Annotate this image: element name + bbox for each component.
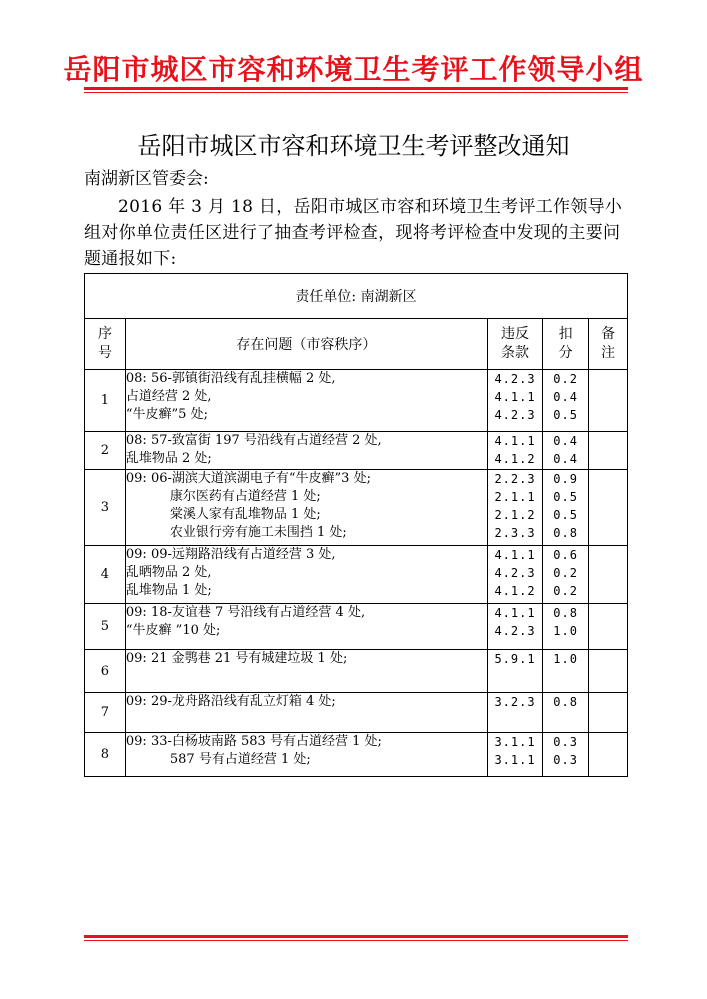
- deduct-point: 0.8: [553, 606, 578, 620]
- deduct-points: [543, 604, 589, 650]
- issue-description: [125, 546, 487, 604]
- issue-line: 乱堆物品 2 处;: [125, 451, 212, 466]
- deduct-point: 0.4: [553, 434, 578, 448]
- clause-code: 3.2.3: [494, 695, 536, 709]
- deduct-point: 0.5: [553, 490, 578, 504]
- clause-codes: [487, 432, 542, 470]
- clause-code: 4.1.1: [494, 434, 536, 448]
- note-cell: [589, 370, 628, 432]
- deduct-point: 0.5: [553, 508, 578, 522]
- issue-description: [125, 432, 487, 470]
- issue-line: 08: 57-致富街 197 号沿线有占道经营 2 处,: [125, 433, 382, 448]
- note-cell: [589, 733, 628, 777]
- header-issue: 存在问题（市容秩序）: [125, 319, 487, 370]
- clause-codes: [487, 604, 542, 650]
- issue-line: 占道经营 2 处,: [125, 389, 212, 404]
- row-number: 2: [85, 432, 126, 470]
- issue-description: [125, 650, 487, 693]
- deduct-point: 0.3: [553, 753, 578, 767]
- table-row: [85, 432, 628, 470]
- issue-description: [125, 693, 487, 733]
- issue-description: [125, 370, 487, 432]
- issue-line: 09: 29-龙舟路沿线有乱立灯箱 4 处;: [125, 694, 336, 709]
- issue-line: 09: 21 金鹗巷 21 号有城建垃圾 1 处;: [125, 651, 348, 666]
- row-number: 7: [85, 693, 126, 733]
- deduct-points: [543, 693, 589, 733]
- row-number: 6: [85, 650, 126, 693]
- issue-line: 09: 18-友谊巷 7 号沿线有占道经营 4 处,: [125, 605, 366, 620]
- clause-code: 3.1.1: [494, 753, 536, 767]
- deduct-point: 0.8: [553, 695, 578, 709]
- note-cell: [589, 432, 628, 470]
- organization-title: 岳阳市城区市容和环境卫生考评工作领导小组: [63, 53, 644, 86]
- issue-description: [125, 604, 487, 650]
- deduct-points: [543, 470, 589, 546]
- issue-description: [125, 470, 487, 546]
- deduct-point: 0.2: [553, 566, 578, 580]
- deduct-point: 0.6: [553, 548, 578, 562]
- note-cell: [589, 604, 628, 650]
- issue-line: “牛皮癣 ”10 处;: [125, 623, 221, 638]
- issue-line: 乱晒物品 2 处,: [125, 565, 212, 580]
- clause-code: 2.2.3: [494, 472, 536, 486]
- deduct-points: [543, 546, 589, 604]
- header-row: [85, 319, 628, 370]
- deduct-point: 0.2: [553, 584, 578, 598]
- clause-code: 4.2.3: [494, 624, 536, 638]
- header-clause: 违反 条款: [487, 319, 542, 370]
- responsible-unit: 责任单位: 南湖新区: [85, 274, 628, 319]
- table-row: [85, 650, 628, 693]
- issue-line: 棠溪人家有乱堆物品 1 处;: [169, 507, 321, 522]
- deduct-points: [543, 733, 589, 777]
- clause-code: 4.2.3: [494, 566, 536, 580]
- deduct-points: [543, 650, 589, 693]
- intro-paragraph: 2016 年 3 月 18 日，岳阳市城区市容和环境卫生考评工作领导小组对你单位责任区进行了抽查考评检查，现将考评检查中发现的主要问题通报如下:: [84, 197, 623, 269]
- clause-codes: [487, 650, 542, 693]
- unit-row: [85, 274, 628, 319]
- deduct-points: [543, 432, 589, 470]
- clause-code: 4.1.1: [494, 606, 536, 620]
- footer-rule-thick: [84, 935, 628, 938]
- issues-table: [84, 273, 628, 777]
- deduct-point: 0.8: [553, 526, 578, 540]
- header-deduct: 扣 分: [543, 319, 589, 370]
- table-row: [85, 470, 628, 546]
- clause-code: 3.1.1: [494, 735, 536, 749]
- issue-line: 09: 06-湖滨大道滨湖电子有“牛皮癣”3 处;: [125, 471, 371, 486]
- issue-line: 09: 33-白杨坡南路 583 号有占道经营 1 处;: [125, 734, 382, 749]
- clause-codes: [487, 733, 542, 777]
- clause-code: 4.2.3: [494, 408, 536, 422]
- deduct-point: 0.4: [553, 452, 578, 466]
- note-cell: [589, 470, 628, 546]
- clause-code: 4.1.1: [494, 548, 536, 562]
- clause-codes: [487, 470, 542, 546]
- table-row: [85, 733, 628, 777]
- table-row: [85, 546, 628, 604]
- note-cell: [589, 650, 628, 693]
- clause-codes: [487, 693, 542, 733]
- row-number: 1: [85, 370, 126, 432]
- clause-codes: [487, 546, 542, 604]
- deduct-point: 0.5: [553, 408, 578, 422]
- header-rule-thin: [84, 92, 628, 93]
- note-cell: [589, 546, 628, 604]
- issue-rows: [85, 370, 628, 777]
- clause-code: 4.2.3: [494, 372, 536, 386]
- deduct-point: 0.9: [553, 472, 578, 486]
- addressee: 南湖新区管委会:: [84, 169, 209, 189]
- table-row: [85, 370, 628, 432]
- clause-code: 2.1.1: [494, 490, 536, 504]
- deduct-points: [543, 370, 589, 432]
- clause-code: 2.1.2: [494, 508, 536, 522]
- header-note: 备 注: [589, 319, 628, 370]
- clause-code: 4.1.2: [494, 584, 536, 598]
- row-number: 3: [85, 470, 126, 546]
- issue-line: “牛皮癣”5 处;: [125, 407, 208, 422]
- deduct-point: 0.2: [553, 372, 578, 386]
- deduct-point: 1.0: [553, 652, 578, 666]
- deduct-point: 1.0: [553, 624, 578, 638]
- issue-line: 乱堆物品 1 处;: [125, 583, 212, 598]
- issue-line: 08: 56-郭镇街沿线有乱挂横幅 2 处,: [125, 371, 336, 386]
- row-number: 8: [85, 733, 126, 777]
- header-rule-thick: [84, 87, 628, 90]
- clause-code: 5.9.1: [494, 652, 536, 666]
- footer-rule-thin: [84, 940, 628, 941]
- issue-line: 587 号有占道经营 1 处;: [169, 752, 311, 767]
- clause-code: 4.1.1: [494, 390, 536, 404]
- clause-code: 4.1.2: [494, 452, 536, 466]
- header-no: 序 号: [85, 319, 126, 370]
- issue-line: 康尔医药有占道经营 1 处;: [169, 489, 321, 504]
- note-cell: [589, 693, 628, 733]
- row-number: 5: [85, 604, 126, 650]
- table-row: [85, 693, 628, 733]
- issue-line: 09: 09-远翔路沿线有占道经营 3 处,: [125, 547, 336, 562]
- issue-line: 农业银行旁有施工未围挡 1 处;: [169, 525, 347, 540]
- deduct-point: 0.4: [553, 390, 578, 404]
- issue-description: [125, 733, 487, 777]
- row-number: 4: [85, 546, 126, 604]
- clause-code: 2.3.3: [494, 526, 536, 540]
- document-title: 岳阳市城区市容和环境卫生考评整改通知: [137, 132, 570, 160]
- deduct-point: 0.3: [553, 735, 578, 749]
- clause-codes: [487, 370, 542, 432]
- table-row: [85, 604, 628, 650]
